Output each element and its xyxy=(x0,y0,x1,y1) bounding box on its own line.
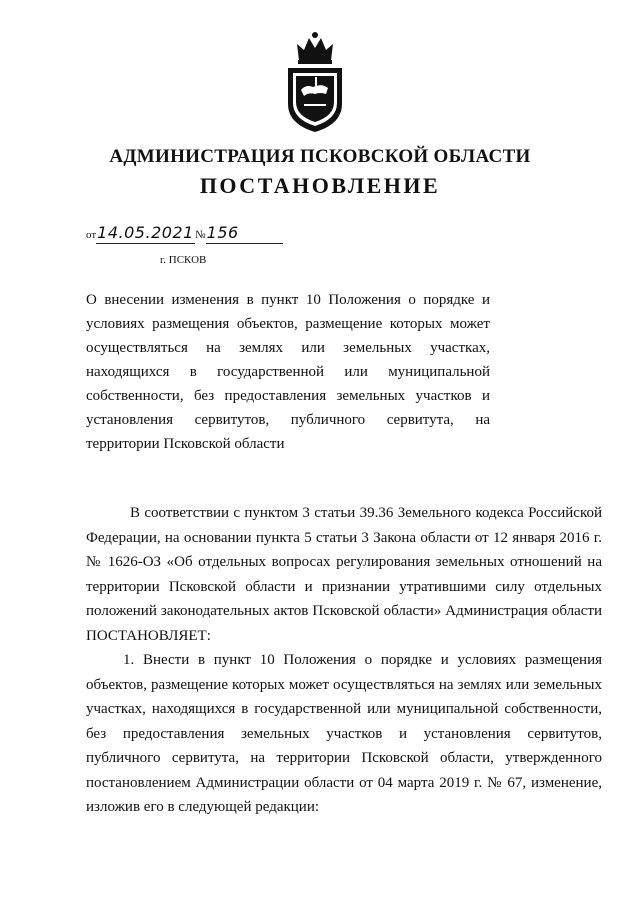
number-prefix: № xyxy=(195,229,206,241)
city-label: г. ПСКОВ xyxy=(160,254,207,266)
organization-title: АДМИНИСТРАЦИЯ ПСКОВСКОЙ ОБЛАСТИ xyxy=(109,146,531,167)
number-value: 156 xyxy=(206,223,239,242)
document-type-title: ПОСТАНОВЛЕНИЕ xyxy=(199,173,441,198)
preamble-paragraph: В соответствии с пунктом 3 статьи 39.36 Земельного кодекса Российской Федерации, на основании пункта 5 статьи 3 Закона области от 12 января 2016 г. № 1626-ОЗ «Об отдельных вопросах регулирования земельных отношений на территории Псковской области и признании утратившими силу отдельных положений законодательных актов Псковской области» Администрация области ПОСТАНОВЛЯЕТ: xyxy=(86,505,602,644)
document-subject: О внесении изменения в пункт 10 Положения о порядке и условиях размещения объектов, размещение которых может осуществляться на землях или земельных участках, находящихся в государственной или муниципальной собственности, без предоставления земельных участков и установления сервитутов, публичного сервитута, на территории Псковской области xyxy=(86,292,490,452)
date-field xyxy=(96,223,195,244)
document-body xyxy=(86,501,602,820)
date-prefix: от xyxy=(86,229,97,241)
number-field xyxy=(206,223,283,244)
date-value: 14.05.2021 xyxy=(97,223,194,242)
document-date-number xyxy=(86,223,283,244)
pskov-coat-of-arms-icon xyxy=(282,30,348,134)
item-1-paragraph: 1. Внести в пункт 10 Положения о порядке и условиях размещения объектов, размещение которых может осуществляться на землях или земельных участках, находящихся в государственной или муниципальной собственности, без предоставления земельных участков и установления сервитутов, публичного сервитута, на территории Псковской области, утвержденного постановлением Администрации области от 04 марта 2019 г. № 67, изменение, изложив его в следующей редакции: xyxy=(86,652,602,815)
